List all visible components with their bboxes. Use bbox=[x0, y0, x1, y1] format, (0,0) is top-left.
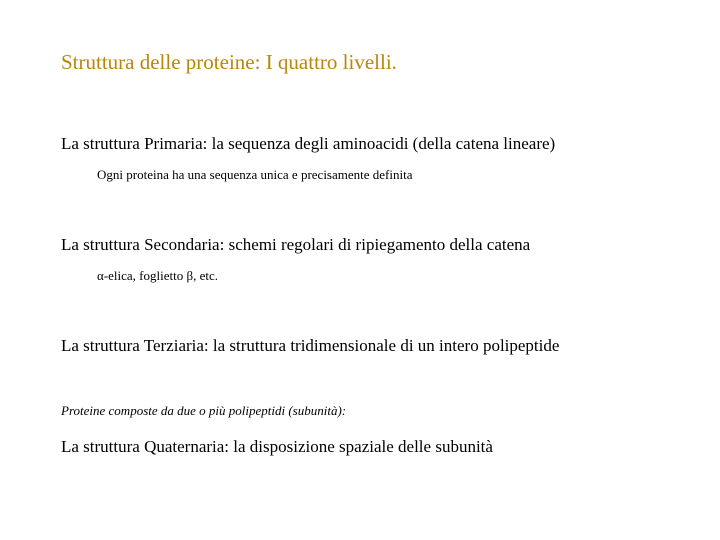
primary-structure-heading: La struttura Primaria: la sequenza degli aminoacidi (della catena lineare) bbox=[61, 134, 556, 153]
quaternary-structure-heading: La struttura Quaternaria: la disposizione spaziale delle subunità bbox=[61, 437, 493, 456]
slide-title: Struttura delle proteine: I quattro livelli. bbox=[61, 50, 397, 74]
secondary-structure-detail: α-elica, foglietto β, etc. bbox=[97, 268, 218, 283]
secondary-structure-heading: La struttura Secondaria: schemi regolari di ripiegamento della catena bbox=[61, 235, 531, 254]
primary-structure-detail: Ogni proteina ha una sequenza unica e precisamente definita bbox=[97, 167, 413, 182]
quaternary-structure-note: Proteine composte da due o più polipeptidi (subunità): bbox=[61, 403, 347, 418]
tertiary-structure-heading: La struttura Terziaria: la struttura tridimensionale di un intero polipeptide bbox=[61, 336, 560, 355]
